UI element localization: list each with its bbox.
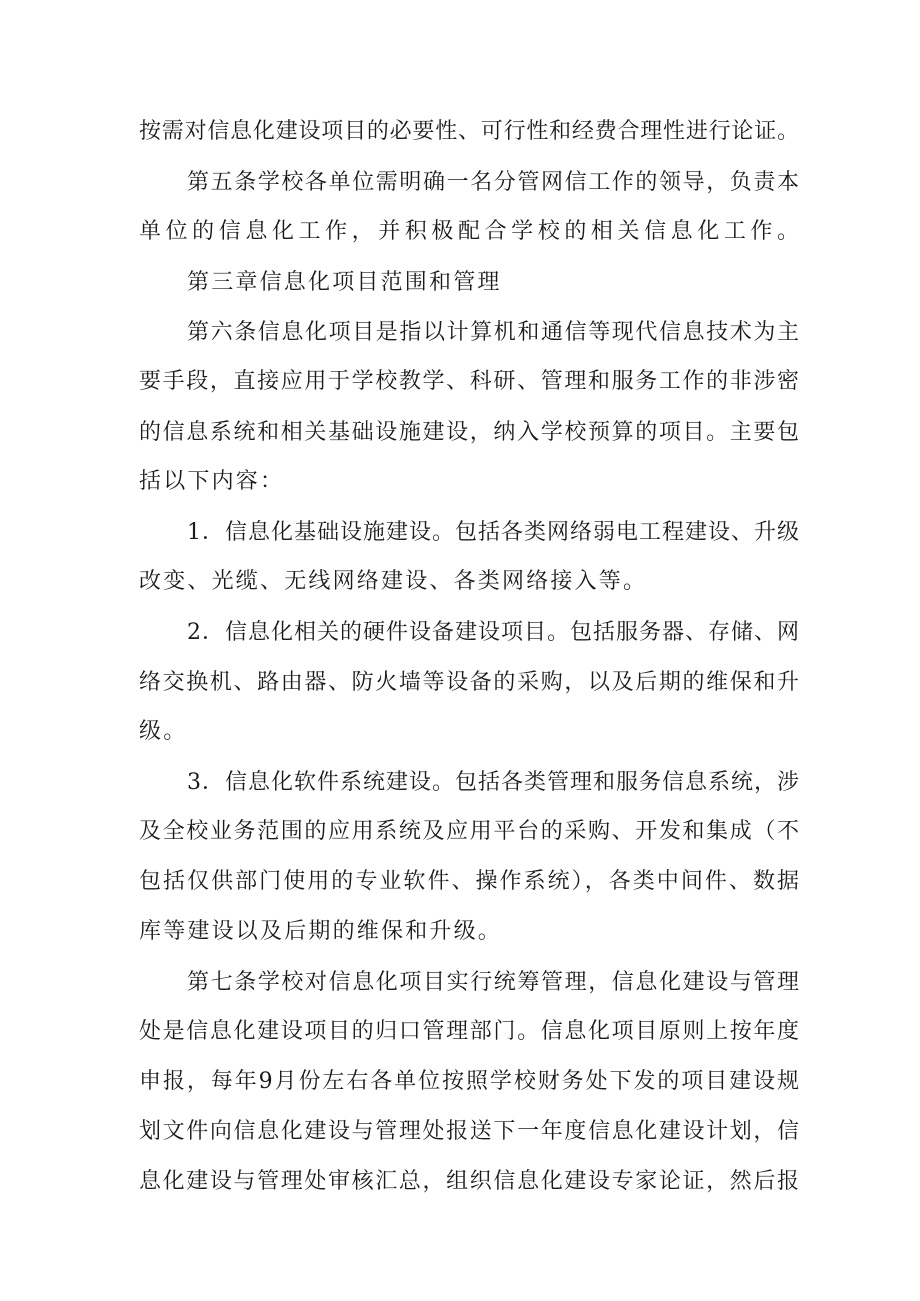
text-line: 第六条信息化项目是指以计算机和通信等现代信息技术为主 bbox=[187, 320, 799, 345]
text-line: 申报，每年9月份左右各单位按照学校财务处下发的项目建设规 bbox=[139, 1069, 799, 1094]
text-line: 按需对信息化建设项目的必要性、可行性和经费合理性进行论证。 bbox=[139, 119, 799, 144]
text-line: 划文件向信息化建设与管理处报送下一年度信息化建设计划，信 bbox=[139, 1119, 799, 1144]
text-line: 息化建设与管理处审核汇总，组织信息化建设专家论证，然后报 bbox=[139, 1169, 799, 1194]
text-line: 级。 bbox=[139, 719, 188, 744]
text-line: 第七条学校对信息化项目实行统筹管理，信息化建设与管理 bbox=[187, 970, 799, 995]
text-line: 处是信息化建设项目的归口管理部门。信息化项目原则上按年度 bbox=[139, 1019, 799, 1044]
text-line: 改变、光缆、无线网络建设、各类网络接入等。 bbox=[139, 569, 648, 594]
text-line: 2．信息化相关的硬件设备建设项目。包括服务器、存储、网 bbox=[187, 620, 799, 645]
text-line: 的信息系统和相关基础设施建设，纳入学校预算的项目。主要包 bbox=[139, 420, 799, 445]
text-line: 包括仅供部门使用的专业软件、操作系统），各类中间件、数据 bbox=[139, 869, 799, 894]
text-line: 及全校业务范围的应用系统及应用平台的采购、开发和集成（不 bbox=[139, 819, 799, 844]
text-line: 3．信息化软件系统建设。包括各类管理和服务信息系统，涉 bbox=[187, 770, 799, 795]
text-line: 1．信息化基础设施建设。包括各类网络弱电工程建设、升级 bbox=[187, 520, 799, 545]
text-line: 库等建设以及后期的维保和升级。 bbox=[139, 919, 503, 944]
text-line: 要手段，直接应用于学校教学、科研、管理和服务工作的非涉密 bbox=[139, 369, 799, 394]
text-line: 络交换机、路由器、防火墙等设备的采购，以及后期的维保和升 bbox=[139, 670, 799, 695]
chapter-heading: 第三章信息化项目范围和管理 bbox=[187, 270, 502, 295]
text-line: 括以下内容： bbox=[139, 469, 285, 494]
text-line: 第五条学校各单位需明确一名分管网信工作的领导，负责本 bbox=[187, 170, 799, 195]
text-line: 单位的信息化工作，并积极配合学校的相关信息化工作。 bbox=[139, 219, 799, 244]
